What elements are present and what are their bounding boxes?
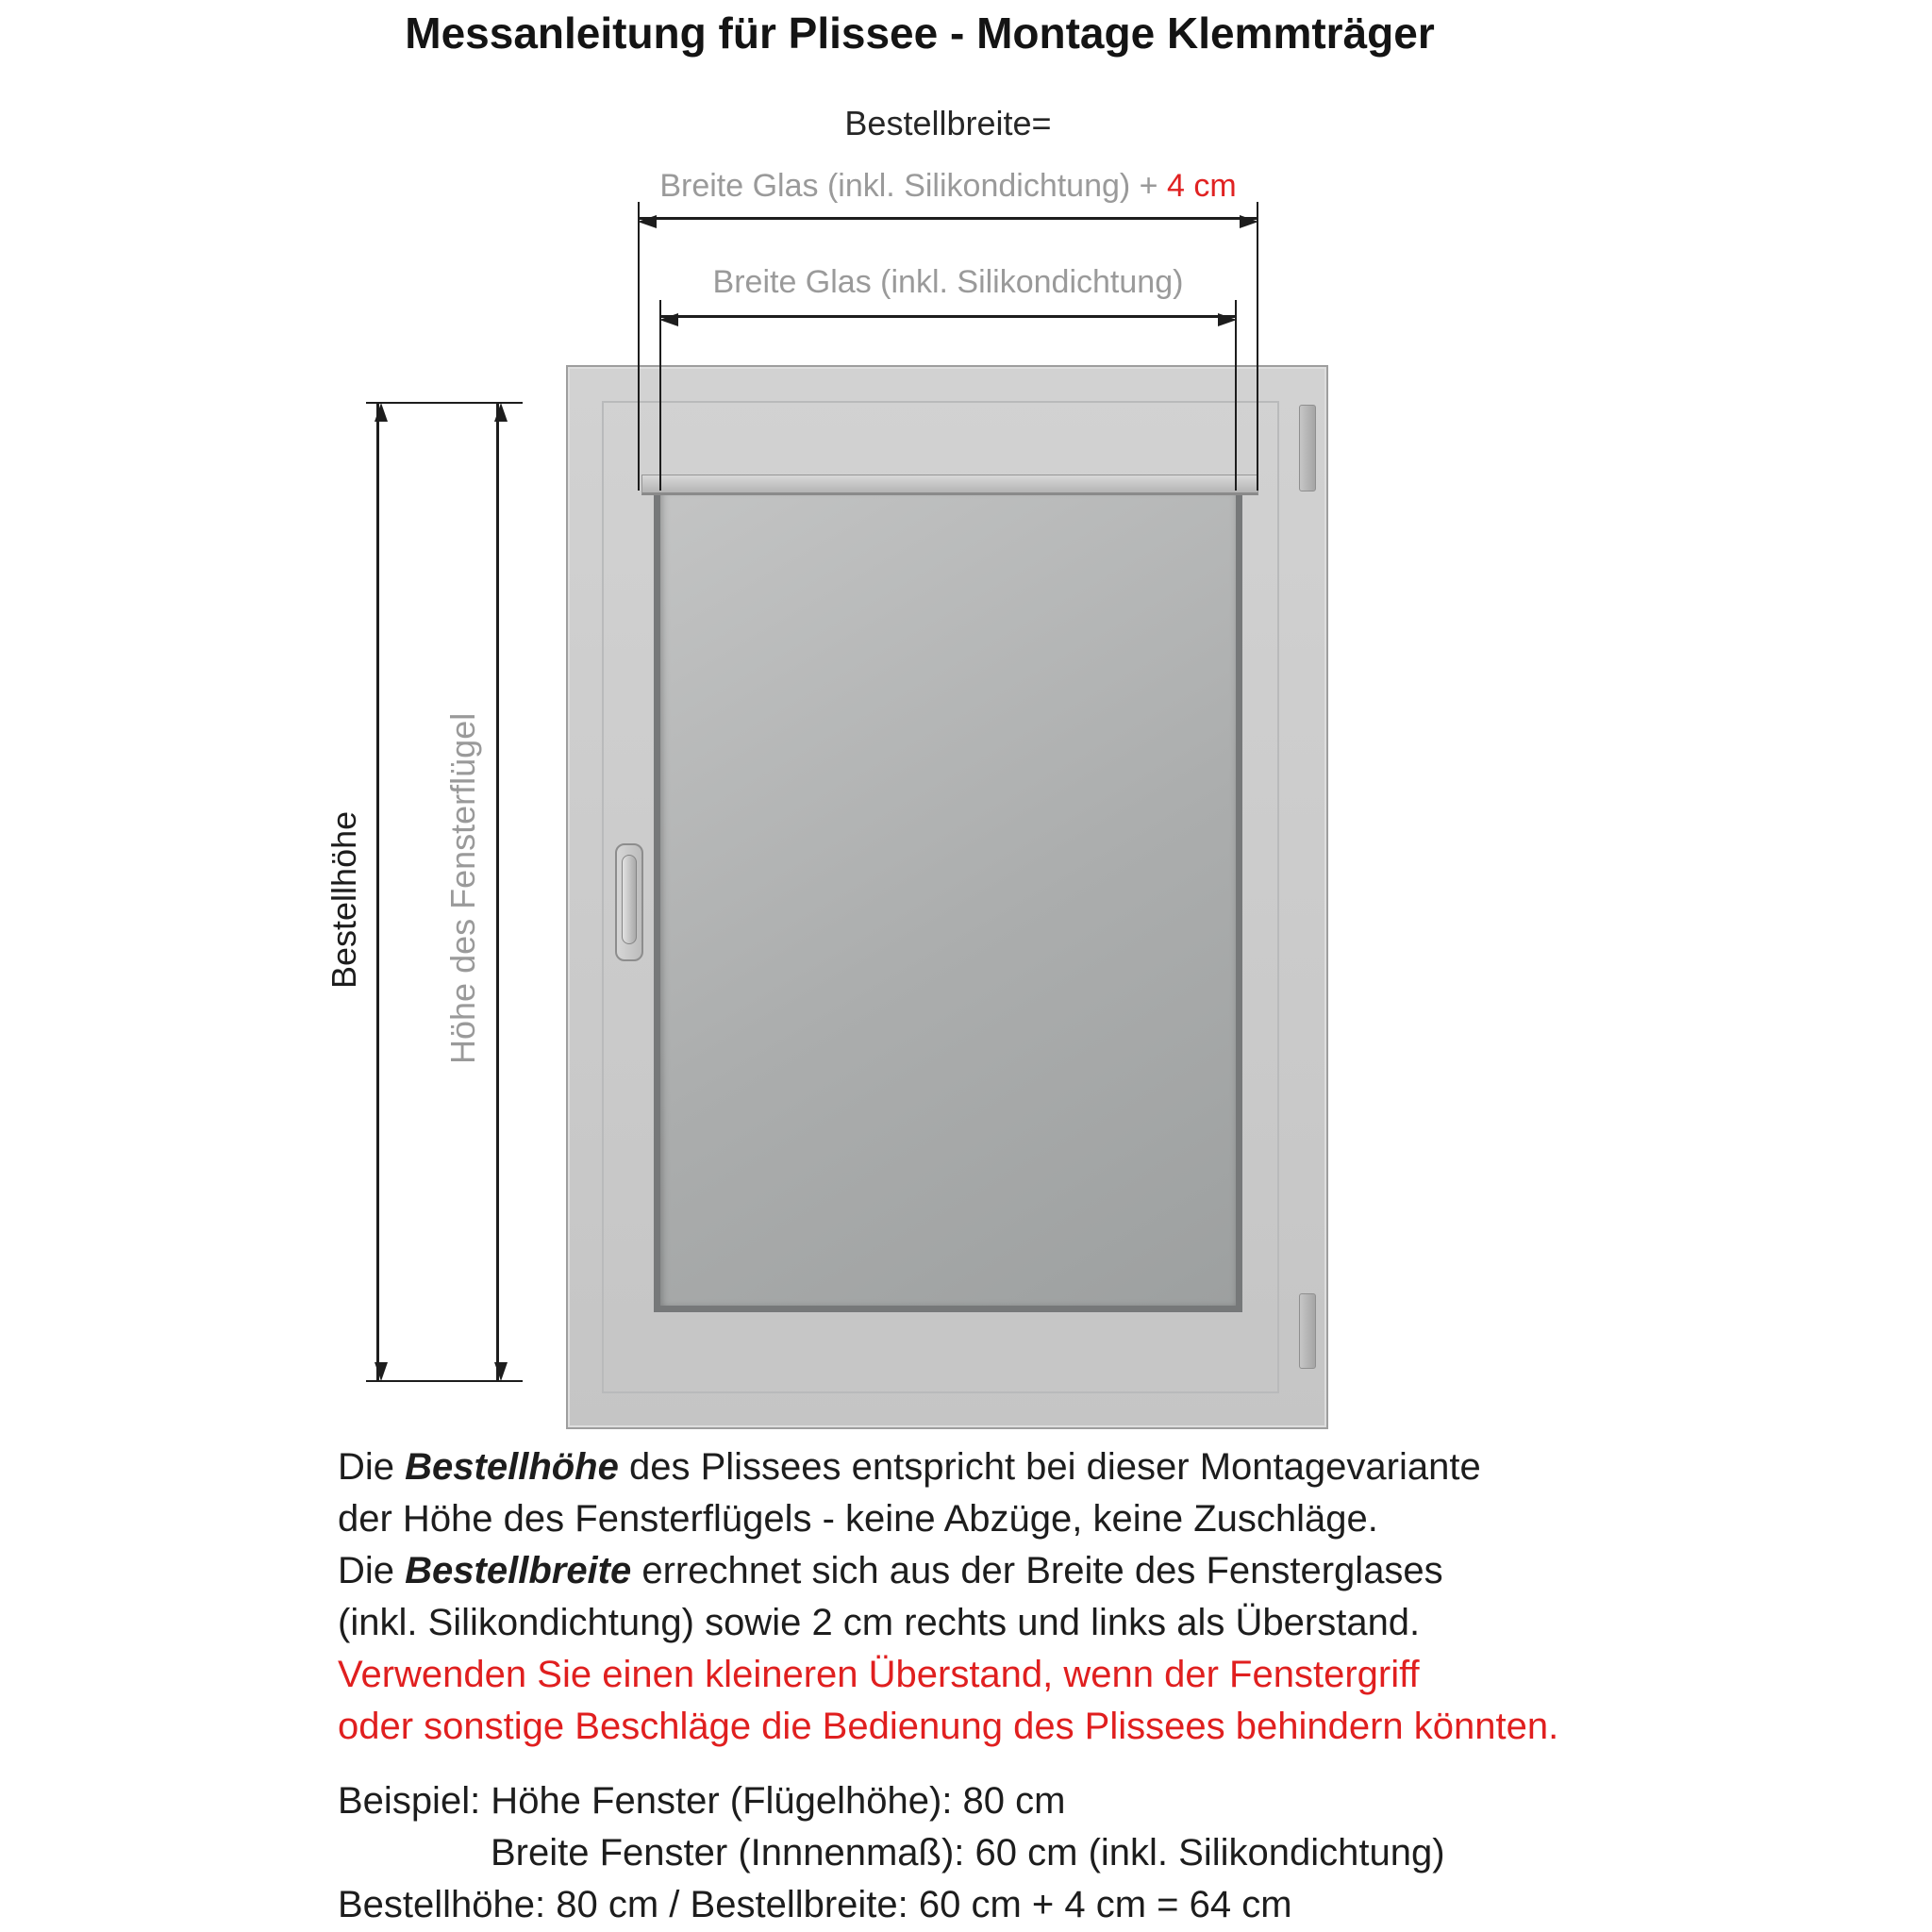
glass-width-arrow	[660, 315, 1236, 318]
example-line-2: Breite Fenster (Innnenmaß): 60 cm (inkl. Silikondichtung)	[491, 1832, 1445, 1874]
glass-width-guide-left	[659, 300, 661, 491]
body-line-2: der Höhe des Fensterflügels - keine Abzüge, keine Zuschläge.	[338, 1498, 1378, 1540]
body-line-1-suffix: des Plissees entspricht bei dieser Montagevariante	[618, 1446, 1481, 1488]
explanation-paragraph	[338, 1441, 1558, 1753]
window-handle-lever	[622, 855, 637, 944]
order-width-label: Bestellbreite=	[844, 104, 1052, 142]
warning-line-2: oder sonstige Beschläge die Bedienung des Plissees behindern könnten.	[338, 1706, 1559, 1747]
example-line-1: Beispiel: Höhe Fenster (Flügelhöhe): 80 cm	[338, 1780, 1066, 1822]
window-illustration	[566, 365, 1328, 1429]
body-line-3	[338, 1545, 1558, 1597]
glass-width-label: Breite Glas (inkl. Silikondichtung)	[712, 264, 1184, 300]
order-width-guide-left	[638, 202, 640, 491]
window-handle	[611, 843, 647, 961]
sash-height-arrow	[496, 404, 499, 1380]
window-glass	[654, 482, 1242, 1312]
body-line-4: (inkl. Silikondichtung) sowie 2 cm rechts und links als Überstand.	[338, 1602, 1421, 1643]
order-width-formula-highlight: 4 cm	[1166, 168, 1237, 204]
example-line-3: Bestellhöhe: 80 cm / Bestellbreite: 60 cm + 4 cm = 64 cm	[338, 1884, 1292, 1925]
order-width-arrow	[639, 217, 1257, 220]
body-line-1	[338, 1441, 1558, 1493]
body-line-1-emphasis: Bestellhöhe	[405, 1446, 619, 1488]
window-hinge-bottom	[1299, 1293, 1316, 1369]
order-height-arrow	[376, 404, 379, 1380]
glass-width-guide-right	[1235, 300, 1237, 491]
example-block	[338, 1775, 1445, 1931]
order-width-formula-text: Breite Glas (inkl. Silikondichtung) +	[659, 168, 1167, 204]
page-title: Messanleitung für Plissee - Montage Klemmträger	[405, 8, 1435, 58]
body-line-3-prefix: Die	[338, 1550, 406, 1591]
body-line-3-suffix: errechnet sich aus der Breite des Fensterglases	[631, 1550, 1443, 1591]
warning-line-1: Verwenden Sie einen kleineren Überstand, wenn der Fenstergriff	[338, 1654, 1420, 1695]
sash-height-label: Höhe des Fensterflügel	[443, 712, 482, 1064]
window-hinge-top	[1299, 405, 1316, 491]
body-line-1-prefix: Die	[338, 1446, 406, 1488]
order-width-guide-right	[1257, 202, 1258, 491]
order-height-label: Bestellhöhe	[325, 810, 363, 989]
order-width-formula	[476, 168, 1420, 205]
body-line-3-emphasis: Bestellbreite	[405, 1550, 632, 1591]
plissee-top-rail	[641, 475, 1258, 495]
